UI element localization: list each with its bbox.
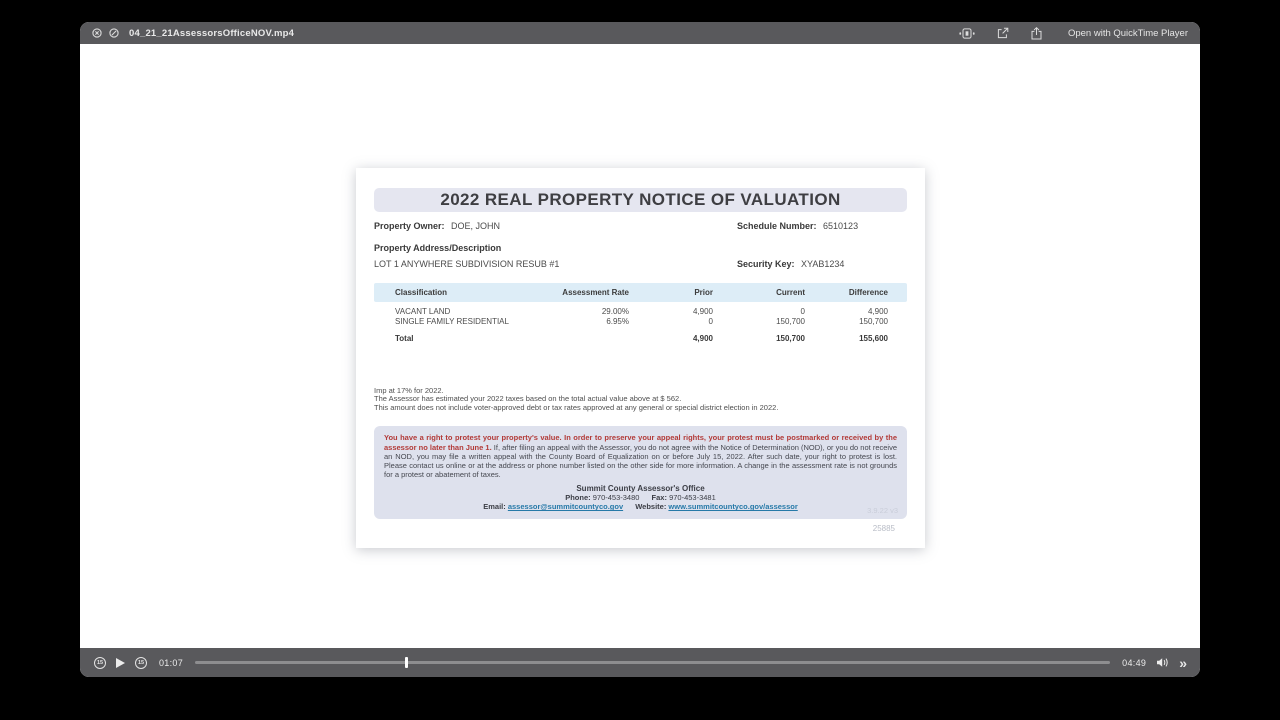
seek-bar[interactable] [195, 661, 1110, 664]
valuation-table [374, 283, 907, 343]
playhead-marker[interactable] [405, 657, 408, 668]
table-header-row [374, 283, 907, 302]
col-current: Current [776, 288, 805, 297]
col-prior: Prior [694, 288, 713, 297]
pip-icon[interactable] [959, 28, 975, 39]
circle-slash-icon[interactable] [109, 28, 119, 38]
open-with-quicktime-button[interactable]: Open with QuickTime Player [1067, 27, 1188, 39]
note-line: The Assessor has estimated your 2022 taxes based on the total actual value above at $ 562. [374, 394, 682, 404]
phone-fax-line [384, 493, 897, 502]
table-total-row: Total 4,900 150,700 155,600 [395, 334, 888, 343]
website-label: Website: [635, 502, 667, 512]
col-difference: Difference [848, 288, 888, 297]
assessor-contact-block [384, 484, 897, 512]
schedule-number-value: 6510123 [823, 221, 859, 231]
table-row: SINGLE FAMILY RESIDENTIAL 6.95% 0 150,700 150,700 [395, 316, 888, 326]
protest-body: If, after filing an appeal with the Assessor, you do not agree with the Notice of Determination (NOD), or you do not receive an NOD, you may file a written appeal with the County Board of Equalization on or before July 15, 2022. After such date, your right to protest is lost. Please contact us online or at the address or phone number listed on the other side for more information. A change in the assessment rate is not grounds for a protest or abatement of taxes. [384, 442, 898, 480]
col-classification: Classification [395, 288, 448, 297]
skip-back-15-icon[interactable]: 15 [94, 657, 106, 669]
video-frame[interactable] [80, 44, 1200, 648]
fax-label: Fax: [651, 492, 667, 502]
security-key-label: Security Key: [737, 259, 795, 269]
current-time: 01:07 [159, 657, 184, 668]
address-security-row [374, 259, 907, 269]
open-window-icon[interactable] [997, 27, 1009, 39]
note-line: Imp at 17% for 2022. [374, 386, 444, 395]
phone-number: 970-453-3480 [592, 492, 640, 502]
protest-deadline-highlight: You have a right to protest your property's value. In order to preserve your appeal rights, your protest must be postmarked or received by the assessor no later than June 1. [384, 433, 897, 452]
video-filename: 04_21_21AssessorsOfficeNOV.mp4 [129, 27, 295, 39]
play-icon[interactable] [116, 658, 125, 668]
video-player-window [80, 22, 1200, 677]
property-address-value: LOT 1 ANYWHERE SUBDIVISION RESUB #1 [374, 259, 560, 269]
assessor-notes [374, 387, 907, 412]
security-key-value: XYAB1234 [801, 259, 845, 269]
volume-icon[interactable] [1156, 657, 1170, 668]
skip-forward-15-icon[interactable]: 15 [135, 657, 147, 669]
circle-x-icon[interactable] [92, 28, 102, 38]
playback-control-bar [80, 648, 1200, 677]
note-line: This amount does not include voter-approved debt or tax rates approved at any general or special district election in 2022. [374, 402, 779, 412]
schedule-number-label: Schedule Number: [737, 221, 817, 231]
document-title-band [374, 188, 907, 212]
document-title: 2022 REAL PROPERTY NOTICE OF VALUATION [440, 190, 841, 209]
schedule-page-number: 25885 [872, 524, 895, 534]
notice-of-valuation-document [356, 168, 925, 548]
col-assessment-rate: Assessment Rate [562, 288, 629, 297]
form-version: 3.9.22 v3 [867, 506, 898, 516]
protest-notice-text [384, 433, 897, 479]
share-icon[interactable] [1031, 27, 1042, 40]
property-owner-label: Property Owner: [374, 221, 445, 231]
assessor-office-name: Summit County Assessor's Office [576, 483, 705, 493]
fax-number: 970-453-3481 [669, 492, 716, 502]
phone-label: Phone: [565, 492, 591, 502]
owner-schedule-row [374, 221, 907, 231]
title-bar [80, 22, 1200, 44]
table-row: VACANT LAND 29.00% 4,900 0 4,900 [395, 307, 888, 316]
email-website-line [384, 502, 897, 511]
email-label: Email: [483, 502, 506, 512]
website-link: www.summitcountyco.gov/assessor [668, 502, 798, 512]
protest-notice-box [374, 426, 907, 519]
property-address-label: Property Address/Description [374, 243, 502, 253]
fast-forward-icon[interactable]: » [1179, 654, 1186, 671]
property-owner-value: DOE, JOHN [451, 221, 501, 231]
email-link: assessor@summitcountyco.gov [507, 502, 624, 512]
duration-time: 04:49 [1122, 657, 1147, 668]
